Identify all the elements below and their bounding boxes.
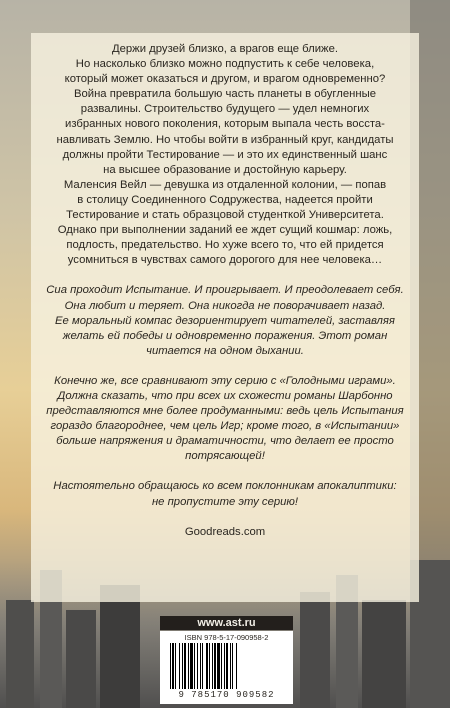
text-line: не пропустите эту серию! <box>151 495 299 508</box>
text-line: Ее моральный компас дезориентирует читателей, заставляя <box>55 314 395 327</box>
text-line: Конечно же, все сравнивают эту серию с «Голодными играми». <box>54 374 396 387</box>
text-line: Настоятельно обращаюсь ко всем поклонникам апокалиптики: <box>53 480 397 493</box>
text-line: гораздо благороднее, чем цель Игр; кроме того, в «Испытании» <box>50 420 400 433</box>
text-line: Однако при выполнении заданий ее ждет сущий кошмар: ложь, <box>57 224 393 237</box>
text-line: усомниться в чувствах самого дорогого для нее человека… <box>67 254 383 267</box>
text-line: читается на одном дыхании. <box>146 344 304 357</box>
text-line: Сиа проходит Испытание. И проигрывает. И преодолевает себя. <box>46 284 404 297</box>
text-line: больше напряжения и драматичности, что делает ее просто <box>56 435 394 448</box>
review-quote-2 <box>36 374 414 465</box>
text-line: Тестирование и стать образцовой студенткой Университета. <box>66 209 384 222</box>
text-line: развалины. Строительство будущего — удел немногих <box>80 103 370 116</box>
text-line: Она любит и теряет. Она никогда не поворачивает назад. <box>64 299 386 312</box>
text-line: Держи друзей близко, а врагов еще ближе. <box>111 43 339 55</box>
barcode-bars <box>170 643 283 689</box>
text-line: потрясающей! <box>185 450 265 463</box>
publisher-website: www.ast.ru <box>160 616 293 630</box>
back-cover-text <box>36 42 414 540</box>
review-quote-1 <box>36 283 414 358</box>
text-line: Должна сказать, что при всех их схожести романы Шарбонно <box>57 389 393 402</box>
text-line: должны пройти Тестирование — и это их единственный шанс <box>62 148 388 161</box>
text-line: Но насколько близко можно подпустить к себе человека, <box>75 58 375 71</box>
isbn-number: ISBN 978-5-17-090958-2 <box>184 633 269 642</box>
quote-source: Goodreads.com <box>184 525 266 538</box>
text-line: избранных нового поколения, которым выпала честь восста- <box>65 118 385 131</box>
ean-number: 9 785170 909582 <box>178 690 275 700</box>
review-quote-3 <box>36 479 414 509</box>
text-line: навливать Землю. Но чтобы войти в избранный круг, кандидаты <box>56 133 394 146</box>
synopsis <box>36 42 414 268</box>
text-line: в столицу Соединенного Содружества, надеется пройти <box>77 193 373 206</box>
text-line: на высшее образование и достойную карьеру. <box>103 163 347 176</box>
text-line: желать ей победы и одновременно поражения. Этот роман <box>62 329 388 342</box>
text-line: подлость, предательство. Но хуже всего то, что ей придется <box>66 239 384 252</box>
text-line: который может оказаться и другом, и врагом одновременно? <box>64 73 386 86</box>
text-line: представляются мне более продуманными: ведь цель Испытания <box>46 405 404 418</box>
barcode-box <box>160 631 293 704</box>
text-line: Маленсия Вейл — девушка из отдаленной колонии, — попав <box>63 178 387 191</box>
text-line: Война превратила большую часть планеты в обугленные <box>73 88 377 101</box>
